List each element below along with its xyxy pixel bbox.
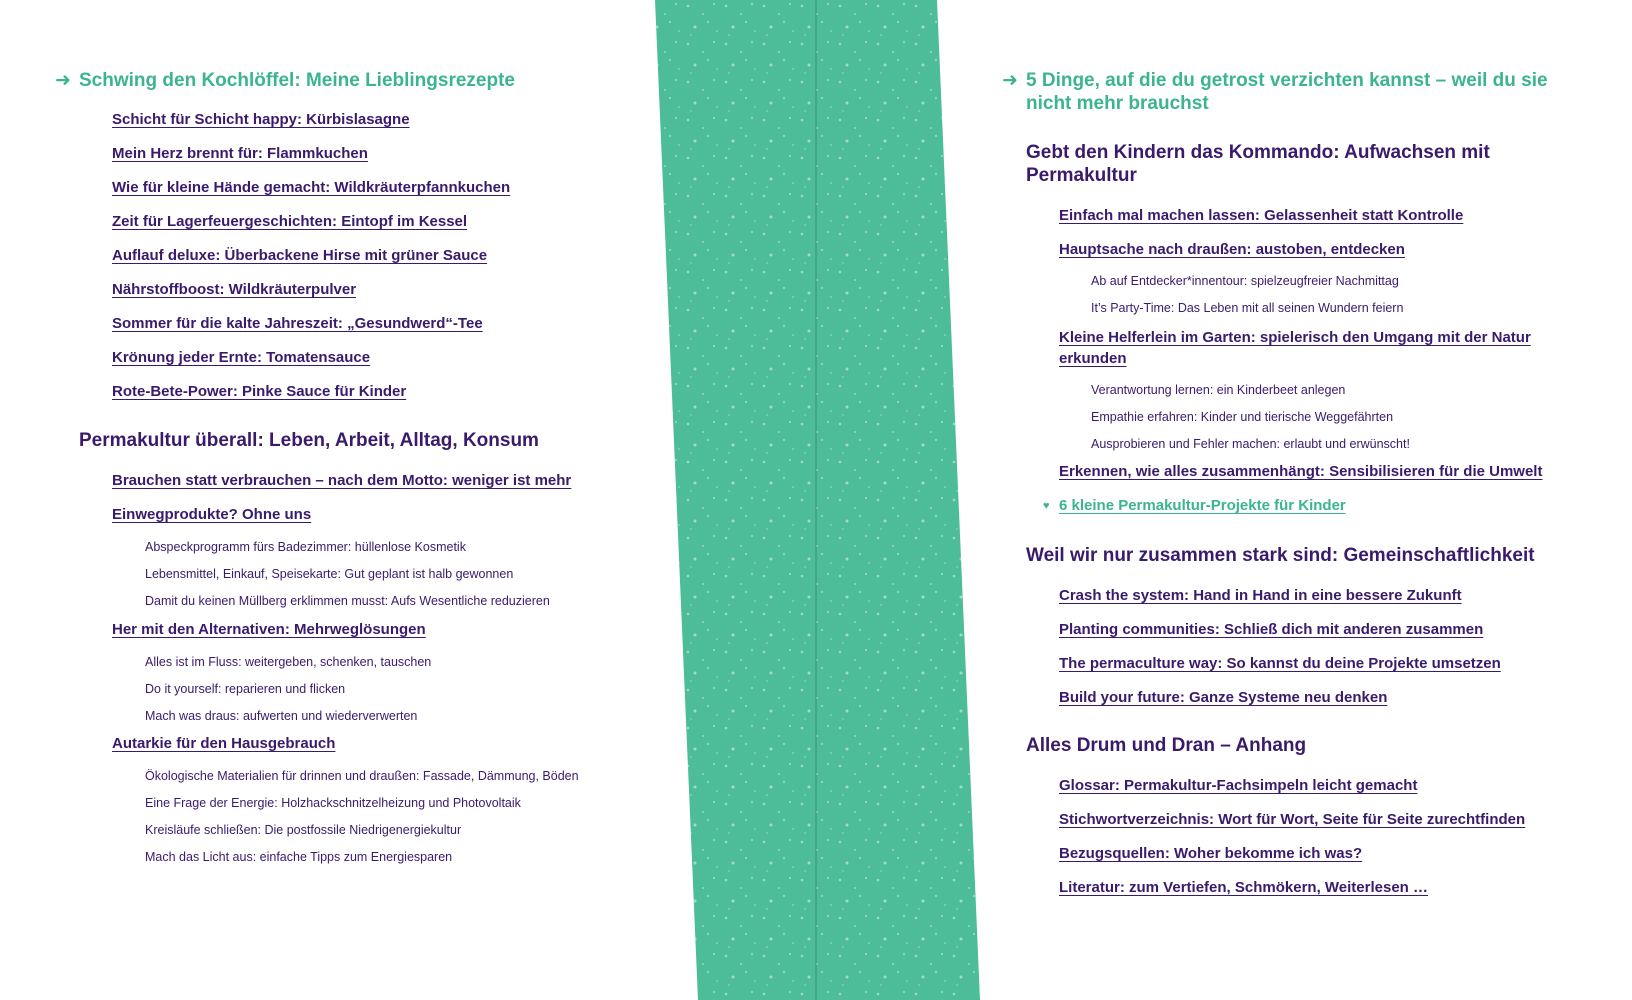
toc-subitem: Alles ist im Fluss: weitergeben, schenken, tauschen <box>145 655 432 669</box>
toc-subitem: It’s Party-Time: Das Leben mit all seinen Wundern feiern <box>1091 301 1404 315</box>
toc-subitem: Do it yourself: reparieren und flicken <box>145 682 346 696</box>
toc-link-eintopf[interactable]: Zeit für Lagerfeuergeschichten: Eintopf im Kessel <box>112 213 468 230</box>
toc-link-stichwortverzeichnis[interactable]: Stichwortverzeichnis: Wort für Wort, Seite für Seite zurechtfinden <box>1059 811 1526 828</box>
toc-subitem: Ökologische Materialien für drinnen und draußen: Fassade, Dämmung, Böden <box>145 769 579 783</box>
section-heading-gemeinschaft: Weil wir nur zusammen stark sind: Gemeinschaftlichkeit <box>1026 545 1535 566</box>
toc-link-projekte-kinder[interactable]: ♥ 6 kleine Permakultur-Projekte für Kinder <box>1059 495 1346 516</box>
toc-link-wildkraeuterpulver[interactable]: Nährstoffboost: Wildkräuterpulver <box>112 281 357 298</box>
toc-subitem: Abspeckprogramm fürs Badezimmer: hüllenlose Kosmetik <box>145 540 466 554</box>
toc-link-glossar[interactable]: Glossar: Permakultur-Fachsimpeln leicht gemacht <box>1059 777 1418 794</box>
toc-subitem: Verantwortung lernen: ein Kinderbeet anlegen <box>1091 383 1346 397</box>
arrow-right-icon: ➜ <box>55 70 71 91</box>
toc-link-kleine-helferlein[interactable]: Kleine Helferlein im Garten: spielerisch den Umgang mit der Natur erkunden <box>1059 329 1531 367</box>
section-heading-permakultur-ueberall: Permakultur überall: Leben, Arbeit, Alltag, Konsum <box>79 430 539 451</box>
toc-link-einwegprodukte[interactable]: Einwegprodukte? Ohne uns <box>112 506 312 523</box>
toc-link-flammkuchen[interactable]: Mein Herz brennt für: Flammkuchen <box>112 145 368 162</box>
toc-link-literatur[interactable]: Literatur: zum Vertiefen, Schmökern, Weiterlesen … <box>1059 879 1428 896</box>
toc-subitem: Mach das Licht aus: einfache Tipps zum Energiesparen <box>145 850 453 864</box>
toc-link-erkennen[interactable]: Erkennen, wie alles zusammenhängt: Sensibilisieren für die Umwelt <box>1059 463 1543 480</box>
toc-link-tee[interactable]: Sommer für die kalte Jahreszeit: „Gesundwerd“-Tee <box>112 315 483 332</box>
toc-link-tomatensauce[interactable]: Krönung jeder Ernte: Tomatensauce <box>112 349 371 366</box>
toc-subitem: Empathie erfahren: Kinder und tierische Weggefährten <box>1091 410 1394 424</box>
toc-link-kuerbislasagne[interactable]: Schicht für Schicht happy: Kürbislasagne <box>112 111 410 128</box>
toc-subitem: Ab auf Entdecker*innentour: spielzeugfreier Nachmittag <box>1091 274 1399 288</box>
toc-subitem: Lebensmittel, Einkauf, Speisekarte: Gut geplant ist halb gewonnen <box>145 567 514 581</box>
toc-link-nach-draussen[interactable]: Hauptsache nach draußen: austoben, entdecken <box>1059 241 1405 258</box>
toc-link-wildkraeuterpfannkuchen[interactable]: Wie für kleine Hände gemacht: Wildkräuterpfannkuchen <box>112 179 511 196</box>
toc-link-bezugsquellen[interactable]: Bezugsquellen: Woher bekomme ich was? <box>1059 845 1363 862</box>
toc-subitem: Ausprobieren und Fehler machen: erlaubt und erwünscht! <box>1091 437 1410 451</box>
section-heading-recipes: ➜ Schwing den Kochlöffel: Meine Lieblingsrezepte <box>55 70 515 91</box>
toc-subitem: Eine Frage der Energie: Holzhackschnitzelheizung und Photovoltaik <box>145 796 521 810</box>
heart-icon: ♥ <box>1043 500 1050 512</box>
toc-link-autarkie[interactable]: Autarkie für den Hausgebrauch <box>112 735 336 752</box>
toc-link-mehrweg[interactable]: Her mit den Alternativen: Mehrweglösungen <box>112 621 426 638</box>
toc-subitem: Damit du keinen Müllberg erklimmen musst: Aufs Wesentliche reduzieren <box>145 594 550 608</box>
toc-link-brauchen[interactable]: Brauchen statt verbrauchen – nach dem Motto: weniger ist mehr <box>112 472 572 489</box>
toc-link-build-your-future[interactable]: Build your future: Ganze Systeme neu denken <box>1059 689 1388 706</box>
toc-link-crash-the-system[interactable]: Crash the system: Hand in Hand in eine bessere Zukunft <box>1059 587 1462 604</box>
toc-link-planting-communities[interactable]: Planting communities: Schließ dich mit anderen zusammen <box>1059 621 1484 638</box>
toc-link-pinke-sauce[interactable]: Rote-Bete-Power: Pinke Sauce für Kinder <box>112 383 407 400</box>
toc-link-einfach-machen[interactable]: Einfach mal machen lassen: Gelassenheit statt Kontrolle <box>1059 207 1464 224</box>
toc-subitem: Kreisläufe schließen: Die postfossile Niedrigenergiekultur <box>145 823 462 837</box>
toc-link-permaculture-way[interactable]: The permaculture way: So kannst du deine Projekte umsetzen <box>1059 655 1501 672</box>
toc-link-hirse[interactable]: Auflauf deluxe: Überbackene Hirse mit grüner Sauce <box>112 247 488 264</box>
arrow-right-icon: ➜ <box>1002 70 1018 91</box>
section-heading-kinder: Gebt den Kindern das Kommando: Aufwachsen mit Permakultur <box>1026 142 1490 186</box>
toc-subitem: Mach was draus: aufwerten und wiederverwerten <box>145 709 418 723</box>
section-heading-5-dinge: ➜ 5 Dinge, auf die du getrost verzichten kannst – weil du sie nicht mehr brauchst <box>1002 70 1548 114</box>
section-heading-anhang: Alles Drum und Dran – Anhang <box>1026 735 1307 756</box>
